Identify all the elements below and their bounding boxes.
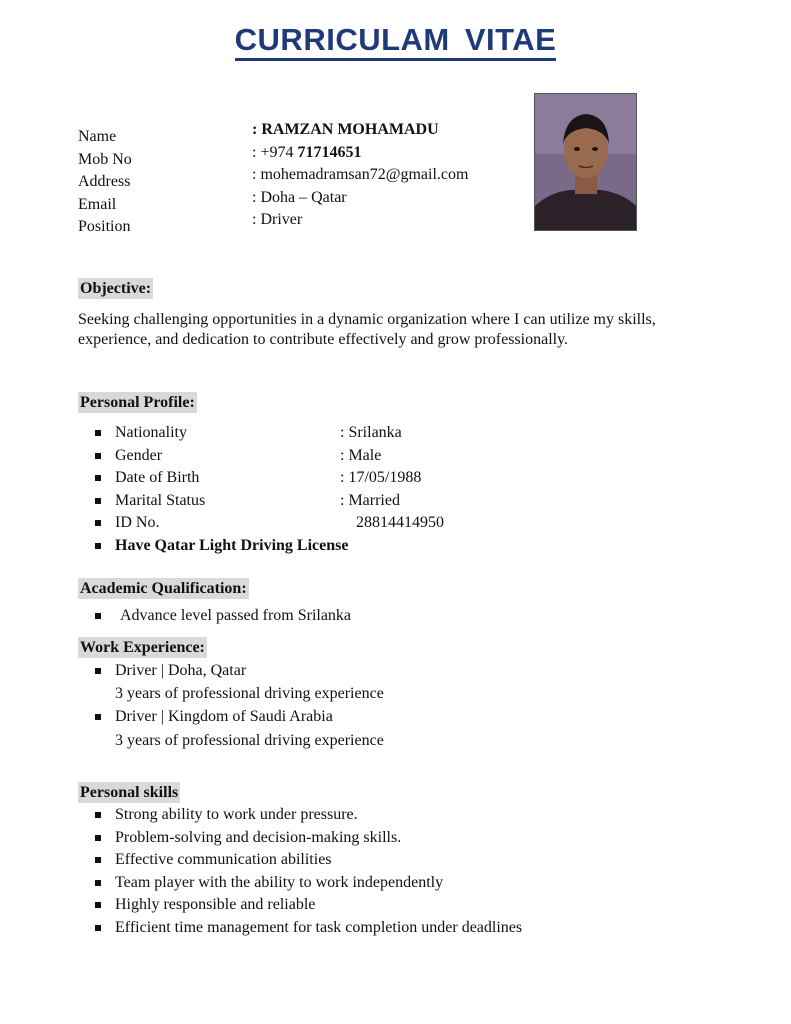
work-detail: 3 years of professional driving experience	[115, 685, 384, 702]
label-address: Address	[78, 173, 131, 190]
square-bullet-icon	[95, 812, 101, 818]
objective-heading: Objective:	[80, 280, 152, 297]
profile-photo	[534, 93, 637, 231]
square-bullet-icon	[95, 902, 101, 908]
list-item: Highly responsible and reliable	[78, 894, 638, 917]
square-bullet-icon	[95, 475, 101, 481]
work-list	[78, 660, 578, 683]
list-item: Strong ability to work under pressure.	[78, 804, 638, 827]
value-position: : Driver	[252, 211, 303, 228]
square-bullet-icon	[95, 668, 101, 674]
list-item: Effective communication abilities	[78, 849, 638, 872]
list-item: Marital Status : Married	[78, 490, 578, 513]
square-bullet-icon	[95, 430, 101, 436]
list-item: Advance level passed from Srilanka	[78, 605, 578, 628]
square-bullet-icon	[95, 714, 101, 720]
objective-text: Seeking challenging opportunities in a dynamic organization where I can utilize my skills, experience, and dedication to contribute effectively and grow professionally.	[78, 311, 656, 348]
skills-list	[78, 804, 638, 939]
list-item: ID No. 28814414950	[78, 512, 578, 535]
value-mobile	[252, 142, 468, 165]
work-detail: 3 years of professional driving experience	[115, 732, 384, 749]
square-bullet-icon	[95, 498, 101, 504]
list-item: Nationality : Srilanka	[78, 422, 578, 445]
square-bullet-icon	[95, 880, 101, 886]
list-item: Gender : Male	[78, 445, 578, 468]
list-item: Have Qatar Light Driving License	[78, 535, 578, 558]
skills-heading: Personal skills	[80, 784, 179, 801]
square-bullet-icon	[95, 453, 101, 459]
square-bullet-icon	[95, 925, 101, 931]
label-position: Position	[78, 218, 131, 235]
label-email: Email	[78, 195, 117, 213]
value-address: : Doha – Qatar	[252, 188, 347, 206]
square-bullet-icon	[95, 857, 101, 863]
person-photo-icon	[535, 94, 636, 230]
list-item: Driver | Doha, Qatar	[78, 660, 578, 683]
work-heading: Work Experience:	[80, 639, 205, 656]
list-item: Efficient time management for task completion under deadlines	[78, 917, 638, 940]
header-labels	[78, 126, 132, 239]
document-title: CURRICULAM VITAE	[0, 22, 791, 58]
personal-profile-list	[78, 422, 578, 557]
mobile-number: 71714651	[297, 143, 362, 161]
square-bullet-icon	[95, 520, 101, 526]
list-item: Team player with the ability to work independently	[78, 872, 638, 895]
label-name: Name	[78, 128, 117, 145]
square-bullet-icon	[95, 543, 101, 549]
square-bullet-icon	[95, 835, 101, 841]
personal-profile-heading: Personal Profile:	[80, 394, 195, 411]
label-mobile: Mob No	[78, 150, 132, 168]
academic-list	[78, 605, 578, 628]
value-email: : mohemadramsan72@gmail.com	[252, 166, 469, 183]
list-item: Date of Birth : 17/05/1988	[78, 467, 578, 490]
work-list-2	[78, 706, 578, 729]
list-item: Driver | Kingdom of Saudi Arabia	[78, 706, 578, 729]
mobile-prefix: : +974	[252, 143, 298, 161]
academic-heading: Academic Qualification:	[80, 580, 247, 597]
list-item: Problem-solving and decision-making skills.	[78, 827, 638, 850]
value-name: : RAMZAN MOHAMADU	[252, 121, 439, 138]
header-values	[252, 119, 468, 232]
square-bullet-icon	[95, 613, 101, 619]
